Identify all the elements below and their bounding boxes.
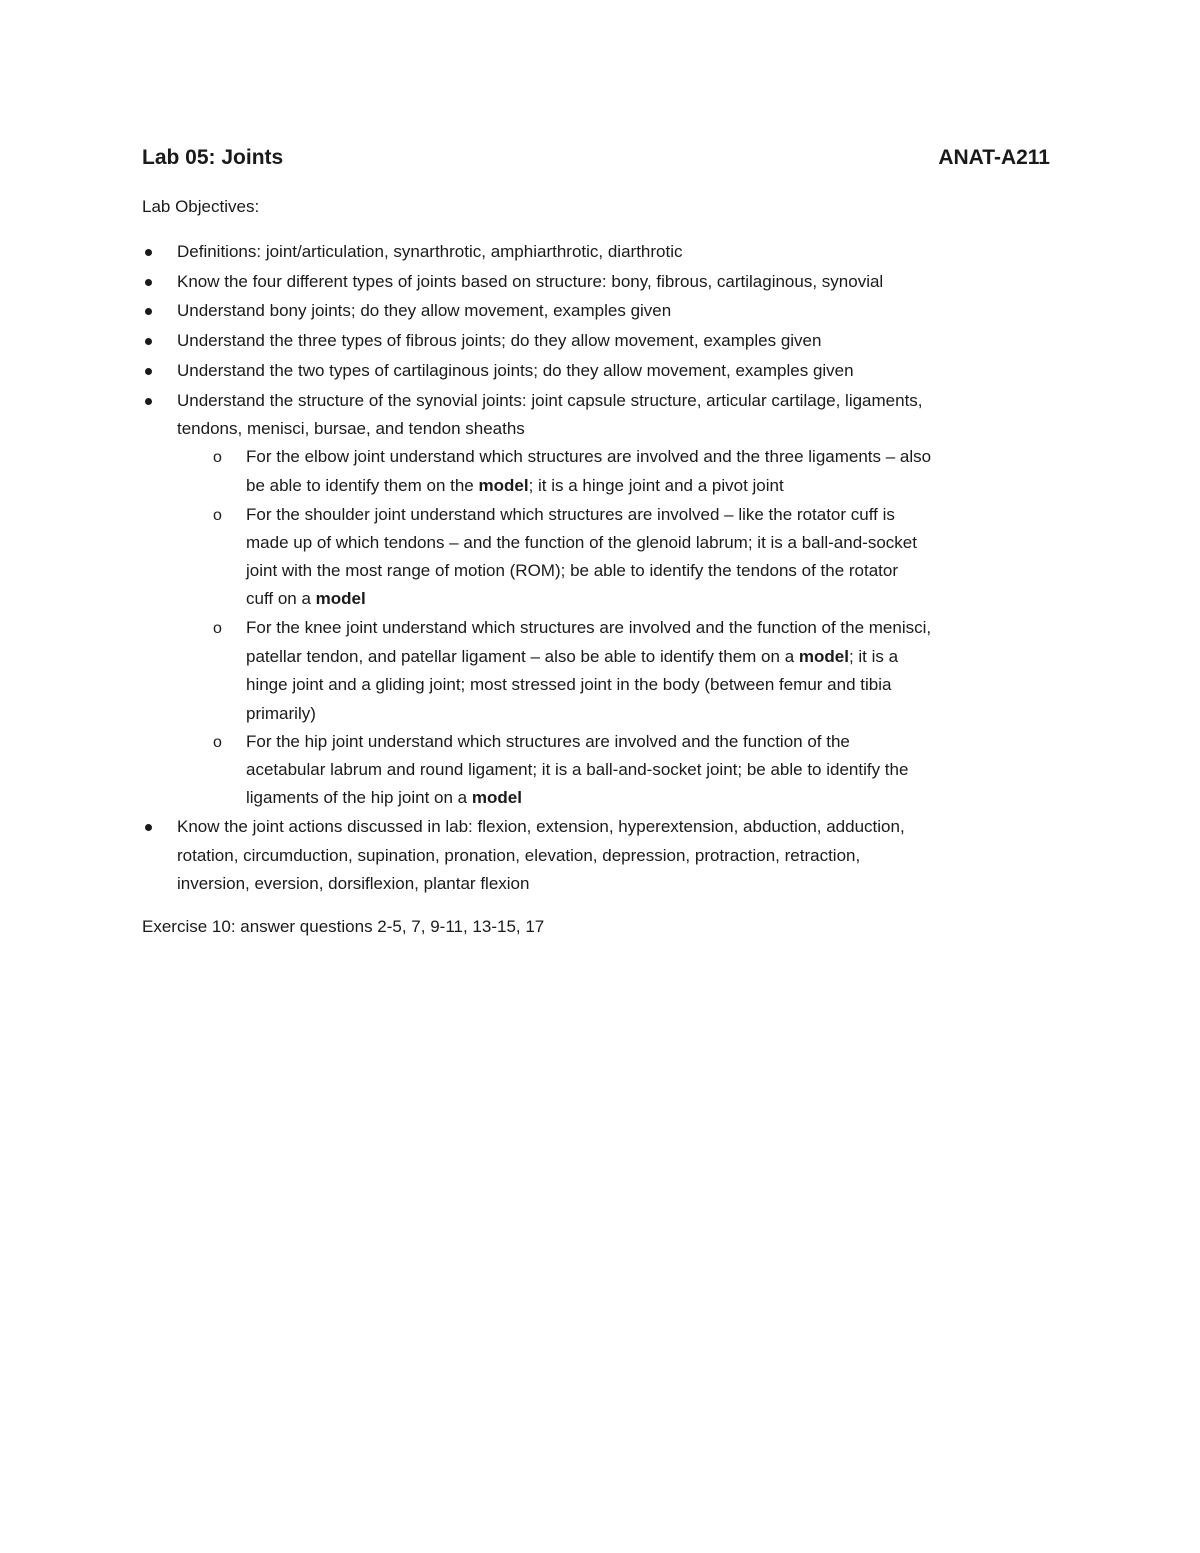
knee-line4: primarily) xyxy=(246,704,316,723)
elbow-line1: For the elbow joint understand which structures are involved and the three ligaments – also xyxy=(246,447,932,466)
bullet-marker xyxy=(144,331,156,343)
bullet-synovial-line2: tendons, menisci, bursae, and tendon sheaths xyxy=(177,419,525,438)
bullet-marker xyxy=(144,272,156,284)
actions-line2: rotation, circumduction, supination, pronation, elevation, depression, protraction, retraction, xyxy=(177,846,861,865)
shoulder-line2: made up of which tendons – and the function of the glenoid labrum; it is a ball-and-socket xyxy=(246,533,917,552)
elbow-line2: be able to identify them on the model; it is a hinge joint and a pivot joint xyxy=(246,476,784,495)
shoulder-line1: For the shoulder joint understand which structures are involved – like the rotator cuff is xyxy=(246,505,895,524)
bullet-cartilaginous-joints: Understand the two types of cartilaginous joints; do they allow movement, examples given xyxy=(177,361,854,380)
bullet-joint-types: Know the four different types of joints based on structure: bony, fibrous, cartilaginous, synovial xyxy=(177,272,884,291)
bullet-marker xyxy=(144,301,156,313)
objectives-label: Lab Objectives: xyxy=(142,197,260,216)
sub-bullet-marker: o xyxy=(213,620,222,637)
knee-line2: patellar tendon, and patellar ligament – also be able to identify them on a model; it is a xyxy=(246,647,899,666)
sub-bullet-marker: o xyxy=(213,449,222,466)
bullet-marker xyxy=(144,391,156,403)
shoulder-line3: joint with the most range of motion (ROM); be able to identify the tendons of the rotator xyxy=(246,561,899,580)
knee-line3: hinge joint and a gliding joint; most stressed joint in the body (between femur and tibia xyxy=(246,675,892,694)
title-row xyxy=(142,146,1050,176)
model-emphasis: model xyxy=(798,647,849,666)
actions-line1: Know the joint actions discussed in lab: flexion, extension, hyperextension, abduction, adduction, xyxy=(177,817,905,836)
sub-bullet-marker: o xyxy=(213,507,222,524)
hip-line3: ligaments of the hip joint on a model xyxy=(246,788,522,807)
hip-line2: acetabular labrum and round ligament; it is a ball-and-socket joint; be able to identify the xyxy=(246,760,909,779)
bullet-marker xyxy=(144,817,156,829)
model-emphasis: model xyxy=(471,788,522,807)
bullet-definitions: Definitions: joint/articulation, synarthrotic, amphiarthrotic, diarthrotic xyxy=(177,242,683,261)
knee-line1: For the knee joint understand which structures are involved and the function of the menisci, xyxy=(246,618,932,637)
bullet-synovial-line1: Understand the structure of the synovial joints: joint capsule structure, articular cartilage, ligaments, xyxy=(177,391,923,410)
bullet-bony-joints: Understand bony joints; do they allow movement, examples given xyxy=(177,301,672,320)
shoulder-line4: cuff on a model xyxy=(246,589,366,608)
bullet-fibrous-joints: Understand the three types of fibrous joints; do they allow movement, examples given xyxy=(177,331,822,350)
model-emphasis: model xyxy=(478,476,529,495)
lab-title: Lab 05: Joints xyxy=(142,146,284,169)
bullet-marker xyxy=(144,361,156,373)
hip-line1: For the hip joint understand which structures are involved and the function of the xyxy=(246,732,850,751)
actions-line3: inversion, eversion, dorsiflexion, plantar flexion xyxy=(177,874,530,893)
course-code: ANAT-A211 xyxy=(938,146,1050,169)
model-emphasis: model xyxy=(315,589,366,608)
sub-bullet-marker: o xyxy=(213,734,222,751)
bullet-marker xyxy=(144,242,156,254)
exercise-assignment: Exercise 10: answer questions 2-5, 7, 9-11, 13-15, 17 xyxy=(142,917,545,936)
